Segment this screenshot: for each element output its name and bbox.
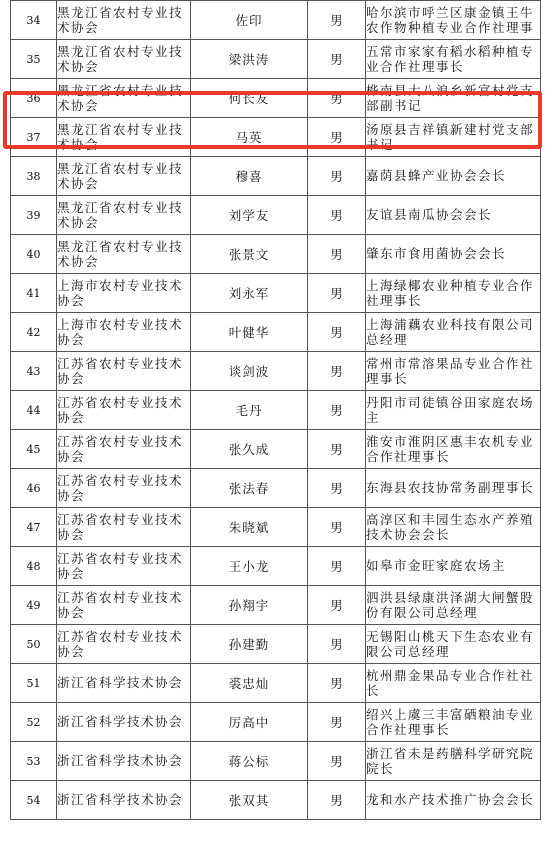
member-name-cell <box>191 313 308 352</box>
member-name-cell-text: 穆喜 <box>235 169 263 184</box>
member-name-cell-text: 张景文 <box>228 247 270 262</box>
position-cell-text: 五常市家家有稻水稻种植专业合作社理事长 <box>366 43 535 74</box>
table-row <box>11 352 541 391</box>
row-number <box>11 40 57 79</box>
table-row <box>11 742 541 781</box>
table-row <box>11 157 541 196</box>
position-cell-text: 友谊县南瓜协会会长 <box>366 207 493 223</box>
position-cell-text: 绍兴上虞三丰富硒粮油专业合作社理事长 <box>366 706 535 737</box>
gender-cell <box>308 313 366 352</box>
gender-cell-text: 男 <box>330 715 343 730</box>
position-cell <box>366 274 541 313</box>
row-number <box>11 274 57 313</box>
row-number-text: 35 <box>26 52 41 66</box>
position-cell-text: 龙和水产技术推广协会会长 <box>366 792 535 808</box>
member-name-cell-text: 朱晓斌 <box>228 520 270 535</box>
gender-cell <box>308 508 366 547</box>
gender-cell-text: 男 <box>330 130 343 145</box>
table-row <box>11 781 541 820</box>
position-cell <box>366 703 541 742</box>
member-name-cell-text: 蒋公标 <box>228 754 270 769</box>
member-name-cell <box>191 391 308 430</box>
position-cell-text: 丹阳市司徒镇谷田家庭农场主 <box>366 394 535 425</box>
table-row <box>11 430 541 469</box>
gender-cell <box>308 79 366 118</box>
table-row <box>11 664 541 703</box>
gender-cell <box>308 157 366 196</box>
row-number-text: 46 <box>26 481 41 495</box>
gender-cell-text: 男 <box>330 403 343 418</box>
position-cell-text: 上海绿椰农业种植专业合作社理事长 <box>366 277 535 308</box>
gender-cell <box>308 469 366 508</box>
organization-cell <box>57 157 191 196</box>
position-cell-text: 嘉荫县蜂产业协会会长 <box>366 168 507 184</box>
organization-cell-text: 江苏省农村专业技术协会 <box>57 550 184 581</box>
member-name-cell-text: 刘学友 <box>228 208 270 223</box>
member-name-cell-text: 佐印 <box>235 13 263 28</box>
member-roster-table <box>10 0 541 820</box>
table-row <box>11 508 541 547</box>
member-name-cell <box>191 664 308 703</box>
gender-cell-text: 男 <box>330 637 343 652</box>
member-name-cell <box>191 781 308 820</box>
member-name-cell <box>191 625 308 664</box>
gender-cell <box>308 196 366 235</box>
row-number-text: 53 <box>26 754 41 768</box>
row-number <box>11 742 57 781</box>
organization-cell <box>57 742 191 781</box>
member-name-cell-text: 孙建勤 <box>228 637 270 652</box>
gender-cell-text: 男 <box>330 481 343 496</box>
position-cell <box>366 547 541 586</box>
organization-cell <box>57 118 191 157</box>
organization-cell-text: 江苏省农村专业技术协会 <box>57 589 184 620</box>
table-row <box>11 196 541 235</box>
position-cell <box>366 508 541 547</box>
gender-cell <box>308 781 366 820</box>
position-cell <box>366 118 541 157</box>
member-name-cell <box>191 742 308 781</box>
gender-cell <box>308 235 366 274</box>
member-name-cell-text: 毛丹 <box>235 403 263 418</box>
gender-cell-text: 男 <box>330 169 343 184</box>
position-cell <box>366 1 541 40</box>
gender-cell-text: 男 <box>330 52 343 67</box>
gender-cell-text: 男 <box>330 793 343 808</box>
member-name-cell <box>191 118 308 157</box>
member-name-cell <box>191 508 308 547</box>
organization-cell-text: 上海市农村专业技术协会 <box>57 277 184 308</box>
position-cell-text: 汤原县吉祥镇新建村党支部书记 <box>366 121 535 152</box>
position-cell-text: 常州市常溶果品专业合作社理事长 <box>366 355 535 386</box>
organization-cell <box>57 430 191 469</box>
gender-cell-text: 男 <box>330 442 343 457</box>
position-cell <box>366 586 541 625</box>
position-cell-text: 桦南县大八浪乡新富村党支部副书记 <box>366 82 535 113</box>
organization-cell <box>57 703 191 742</box>
gender-cell <box>308 40 366 79</box>
gender-cell-text: 男 <box>330 247 343 262</box>
organization-cell-text: 浙江省科学技术协会 <box>57 753 184 769</box>
table-row <box>11 391 541 430</box>
row-number-text: 48 <box>26 559 41 573</box>
organization-cell-text: 浙江省科学技术协会 <box>57 792 184 808</box>
organization-cell <box>57 781 191 820</box>
position-cell <box>366 625 541 664</box>
member-name-cell-text: 张久成 <box>228 442 270 457</box>
row-number-text: 49 <box>26 598 41 612</box>
gender-cell <box>308 118 366 157</box>
gender-cell <box>308 703 366 742</box>
row-number-text: 52 <box>26 715 41 729</box>
position-cell-text: 东海县农技协常务副理事长 <box>366 480 535 496</box>
position-cell-text: 肇东市食用菌协会会长 <box>366 246 507 262</box>
row-number <box>11 79 57 118</box>
row-number <box>11 547 57 586</box>
position-cell <box>366 430 541 469</box>
row-number <box>11 157 57 196</box>
organization-cell <box>57 391 191 430</box>
organization-cell-text: 江苏省农村专业技术协会 <box>57 628 184 659</box>
gender-cell-text: 男 <box>330 676 343 691</box>
row-number <box>11 196 57 235</box>
gender-cell <box>308 742 366 781</box>
gender-cell-text: 男 <box>330 208 343 223</box>
position-cell-text: 如皋市金旺家庭农场主 <box>366 558 507 574</box>
row-number <box>11 508 57 547</box>
table-row <box>11 586 541 625</box>
organization-cell-text: 黑龙江省农村专业技术协会 <box>57 4 184 35</box>
gender-cell-text: 男 <box>330 520 343 535</box>
gender-cell-text: 男 <box>330 286 343 301</box>
gender-cell <box>308 547 366 586</box>
member-name-cell <box>191 196 308 235</box>
position-cell <box>366 157 541 196</box>
member-name-cell <box>191 235 308 274</box>
row-number-text: 45 <box>26 442 41 456</box>
member-name-cell-text: 梁洪涛 <box>228 52 270 67</box>
roster-body <box>11 1 541 820</box>
organization-cell-text: 浙江省科学技术协会 <box>57 714 184 730</box>
member-name-cell <box>191 547 308 586</box>
row-number-text: 40 <box>26 247 41 261</box>
organization-cell-text: 浙江省科学技术协会 <box>57 675 184 691</box>
position-cell-text: 哈尔滨市呼兰区康金镇王牛农作物种植专业合作社理事 <box>366 4 535 35</box>
row-number-text: 51 <box>26 676 41 690</box>
position-cell-text: 杭州鼎金果品专业合作社社长 <box>366 667 535 698</box>
organization-cell <box>57 40 191 79</box>
table-row <box>11 625 541 664</box>
row-number <box>11 469 57 508</box>
position-cell-text: 淮安市淮阴区惠丰农机专业合作社理事长 <box>366 433 535 464</box>
row-number <box>11 352 57 391</box>
gender-cell <box>308 391 366 430</box>
member-name-cell <box>191 157 308 196</box>
position-cell <box>366 781 541 820</box>
organization-cell <box>57 547 191 586</box>
row-number-text: 36 <box>26 91 41 105</box>
gender-cell <box>308 625 366 664</box>
row-number-text: 54 <box>26 793 41 807</box>
organization-cell-text: 黑龙江省农村专业技术协会 <box>57 160 184 191</box>
row-number <box>11 391 57 430</box>
organization-cell <box>57 196 191 235</box>
table-row <box>11 469 541 508</box>
organization-cell-text: 黑龙江省农村专业技术协会 <box>57 238 184 269</box>
organization-cell <box>57 1 191 40</box>
row-number-text: 39 <box>26 208 41 222</box>
member-name-cell-text: 何长友 <box>228 91 270 106</box>
organization-cell-text: 江苏省农村专业技术协会 <box>57 433 184 464</box>
position-cell-text: 浙江省未是药膳科学研究院院长 <box>366 745 535 776</box>
position-cell-text: 无锡阳山桃天下生态农业有限公司总经理 <box>366 628 535 659</box>
row-number-text: 50 <box>26 637 41 651</box>
member-name-cell-text: 张法春 <box>228 481 270 496</box>
organization-cell <box>57 352 191 391</box>
row-number <box>11 625 57 664</box>
organization-cell <box>57 313 191 352</box>
member-name-cell <box>191 703 308 742</box>
table-row <box>11 79 541 118</box>
row-number <box>11 781 57 820</box>
gender-cell-text: 男 <box>330 754 343 769</box>
organization-cell <box>57 625 191 664</box>
gender-cell <box>308 664 366 703</box>
organization-cell-text: 上海市农村专业技术协会 <box>57 316 184 347</box>
gender-cell-text: 男 <box>330 364 343 379</box>
member-name-cell-text: 王小龙 <box>228 559 270 574</box>
position-cell <box>366 313 541 352</box>
row-number <box>11 664 57 703</box>
position-cell <box>366 352 541 391</box>
member-name-cell <box>191 352 308 391</box>
position-cell-text: 泗洪县绿康洪泽湖大闸蟹股份有限公司总经理 <box>366 589 535 620</box>
position-cell <box>366 664 541 703</box>
row-number-text: 41 <box>26 286 41 300</box>
organization-cell-text: 黑龙江省农村专业技术协会 <box>57 43 184 74</box>
organization-cell-text: 江苏省农村专业技术协会 <box>57 355 184 386</box>
gender-cell-text: 男 <box>330 91 343 106</box>
row-number <box>11 313 57 352</box>
gender-cell-text: 男 <box>330 325 343 340</box>
member-name-cell-text: 张双其 <box>228 793 270 808</box>
member-name-cell-text: 厉高中 <box>228 715 270 730</box>
member-name-cell-text: 叶健华 <box>228 325 270 340</box>
gender-cell-text: 男 <box>330 598 343 613</box>
member-name-cell-text: 孙翔宇 <box>228 598 270 613</box>
organization-cell-text: 黑龙江省农村专业技术协会 <box>57 199 184 230</box>
organization-cell <box>57 664 191 703</box>
table-row <box>11 118 541 157</box>
member-name-cell-text: 裘忠灿 <box>228 676 270 691</box>
organization-cell-text: 江苏省农村专业技术协会 <box>57 472 184 503</box>
member-name-cell-text: 刘永军 <box>228 286 270 301</box>
organization-cell <box>57 79 191 118</box>
gender-cell <box>308 274 366 313</box>
position-cell <box>366 235 541 274</box>
row-number-text: 43 <box>26 364 41 378</box>
member-name-cell <box>191 430 308 469</box>
member-name-cell <box>191 40 308 79</box>
gender-cell <box>308 1 366 40</box>
table-row <box>11 274 541 313</box>
table-row <box>11 703 541 742</box>
row-number-text: 34 <box>26 13 41 27</box>
table-row <box>11 40 541 79</box>
organization-cell-text: 黑龙江省农村专业技术协会 <box>57 82 184 113</box>
member-name-cell <box>191 79 308 118</box>
organization-cell-text: 江苏省农村专业技术协会 <box>57 511 184 542</box>
position-cell <box>366 469 541 508</box>
member-name-cell <box>191 469 308 508</box>
row-number-text: 42 <box>26 325 41 339</box>
member-name-cell <box>191 586 308 625</box>
member-name-cell <box>191 274 308 313</box>
organization-cell-text: 黑龙江省农村专业技术协会 <box>57 121 184 152</box>
row-number <box>11 586 57 625</box>
position-cell-text: 上海浦藕农业科技有限公司总经理 <box>366 316 535 347</box>
organization-cell <box>57 508 191 547</box>
gender-cell <box>308 586 366 625</box>
row-number <box>11 1 57 40</box>
member-name-cell <box>191 1 308 40</box>
row-number-text: 47 <box>26 520 41 534</box>
table-row <box>11 547 541 586</box>
position-cell-text: 高淳区和丰园生态水产养殖技术协会会长 <box>366 511 535 542</box>
row-number <box>11 235 57 274</box>
gender-cell-text: 男 <box>330 13 343 28</box>
row-number <box>11 703 57 742</box>
position-cell <box>366 40 541 79</box>
row-number-text: 38 <box>26 169 41 183</box>
organization-cell <box>57 274 191 313</box>
organization-cell <box>57 586 191 625</box>
position-cell <box>366 79 541 118</box>
table-row <box>11 1 541 40</box>
member-name-cell-text: 谈剑波 <box>228 364 270 379</box>
position-cell <box>366 742 541 781</box>
row-number-text: 37 <box>26 130 41 144</box>
organization-cell-text: 江苏省农村专业技术协会 <box>57 394 184 425</box>
row-number-text: 44 <box>26 403 41 417</box>
organization-cell <box>57 469 191 508</box>
table-row <box>11 235 541 274</box>
position-cell <box>366 196 541 235</box>
gender-cell <box>308 430 366 469</box>
position-cell <box>366 391 541 430</box>
row-number <box>11 118 57 157</box>
row-number <box>11 430 57 469</box>
organization-cell <box>57 235 191 274</box>
gender-cell-text: 男 <box>330 559 343 574</box>
gender-cell <box>308 352 366 391</box>
member-name-cell-text: 马英 <box>235 130 263 145</box>
table-row <box>11 313 541 352</box>
